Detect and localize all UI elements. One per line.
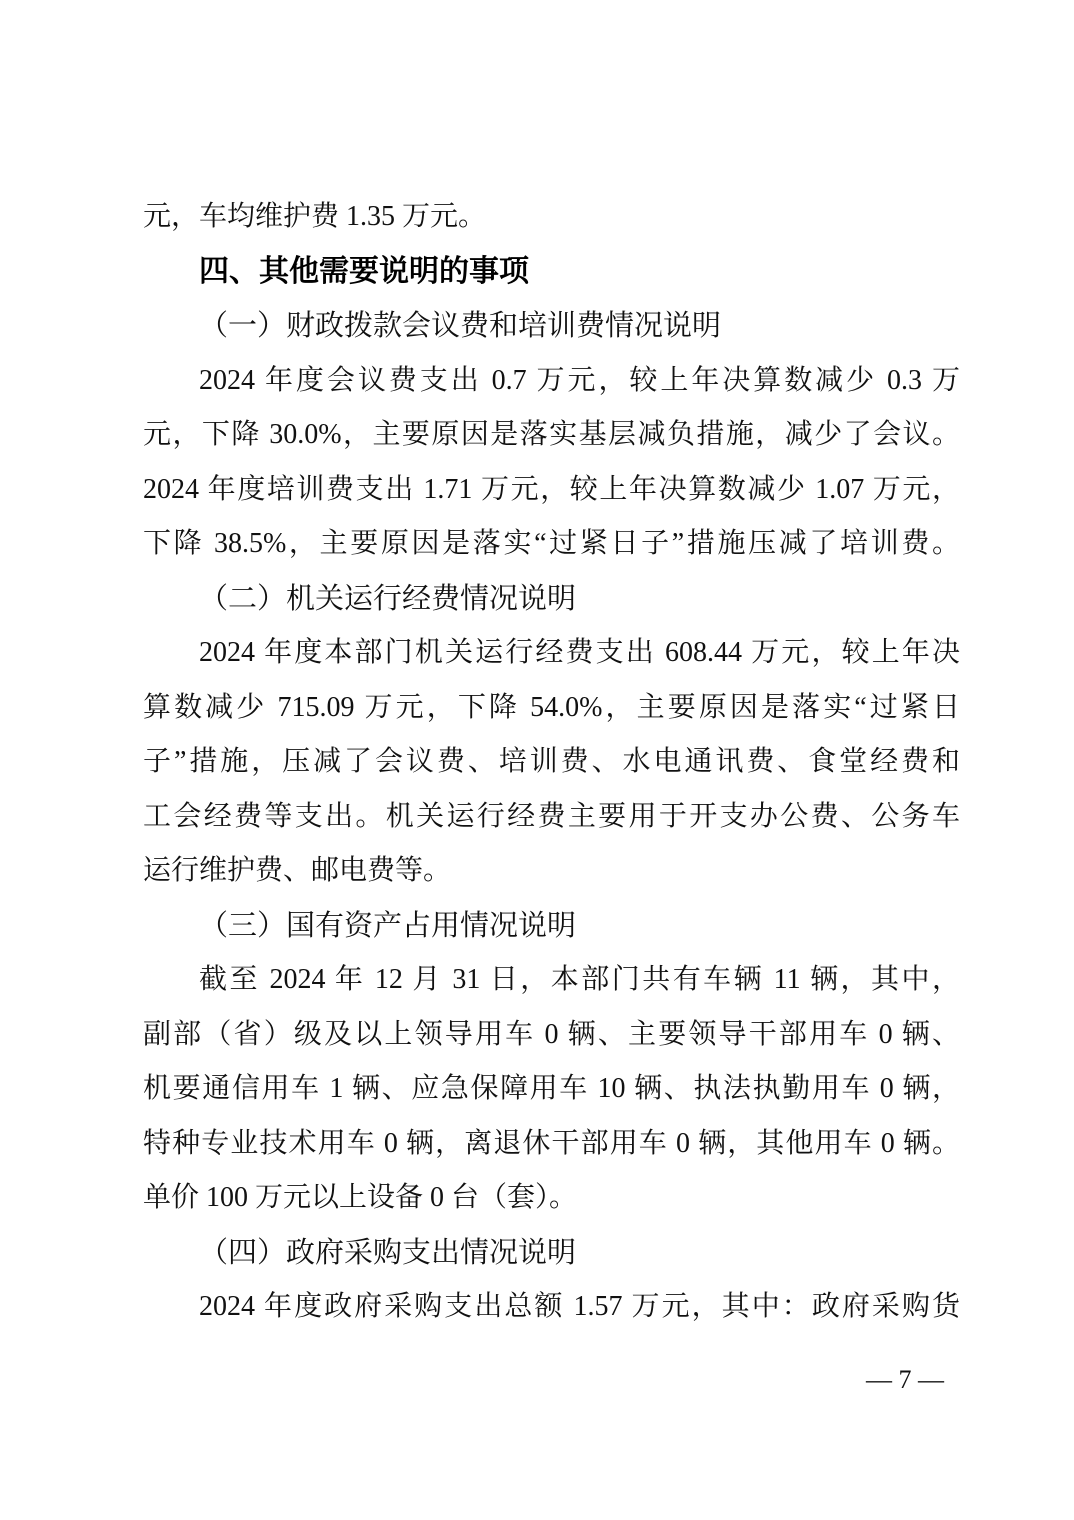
text-line: 子”措施，压减了会议费、培训费、水电通讯费、食堂经费和 — [143, 746, 960, 777]
text-line: 工会经费等支出。机关运行经费主要用于开支办公费、公务车 — [143, 800, 960, 832]
document-body — [143, 190, 960, 1335]
subsection-heading: （四）政府采购支出情况说明 — [199, 1236, 577, 1269]
text-line: 2024 年度会议费支出 0.7 万元，较上年决算数减少 0.3 万 — [199, 364, 960, 396]
text-line: 元，车均维护费 1.35 万元。 — [143, 201, 487, 232]
text-line: 特种专业技术用车 0 辆，离退休干部用车 0 辆，其他用车 0 辆。 — [143, 1127, 960, 1159]
text-line: 2024 年度本部门机关运行经费支出 608.44 万元，较上年决 — [199, 637, 960, 668]
text-line: 算数减少 715.09 万元，下降 54.0%，主要原因是落实“过紧日 — [143, 691, 960, 723]
text-line: 运行维护费、邮电费等。 — [143, 855, 452, 886]
section-heading: 四、其他需要说明的事项 — [199, 254, 529, 288]
text-line: 截至 2024 年 12 月 31 日，本部门共有车辆 11 辆，其中， — [199, 964, 960, 995]
text-line: 机要通信用车 1 辆、应急保障用车 10 辆、执法执勤用车 0 辆， — [143, 1073, 960, 1104]
page-number: — 7 — — [866, 1365, 944, 1394]
subsection-heading: （二）机关运行经费情况说明 — [199, 582, 577, 615]
subsection-heading: （三）国有资产占用情况说明 — [199, 909, 577, 942]
text-line: 单价 100 万元以上设备 0 台（套）。 — [143, 1182, 578, 1213]
text-line: 下降 38.5%，主要原因是落实“过紧日子”措施压减了培训费。 — [143, 528, 960, 559]
subsection-heading: （一）财政拨款会议费和培训费情况说明 — [199, 310, 722, 342]
text-line: 2024 年度政府采购支出总额 1.57 万元，其中：政府采购货 — [199, 1291, 960, 1322]
text-line: 元，下降 30.0%，主要原因是落实基层减负措施，减少了会议。 — [143, 419, 960, 450]
text-line: 副部（省）级及以上领导用车 0 辆、主要领导干部用车 0 辆、 — [143, 1018, 960, 1050]
text-line: 2024 年度培训费支出 1.71 万元，较上年决算数减少 1.07 万元， — [143, 473, 960, 505]
